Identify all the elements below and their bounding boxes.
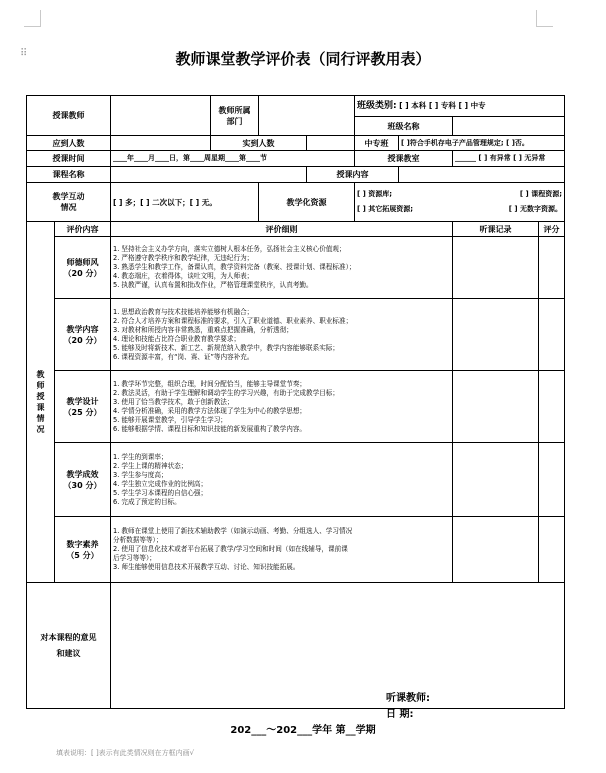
teacher-field[interactable] [111,96,211,136]
record-field-content[interactable] [453,299,539,371]
side-char: 况 [36,425,45,434]
crop-mark-top-right [536,10,553,27]
col-header-record: 听课记录 [453,222,539,237]
dept-label [211,96,259,136]
secondary-class-label: 中专班 [355,136,399,151]
date-label: 日 期: [386,709,414,720]
criteria-item: 6. 课程资源丰富，有“岗、赛、证”等内容补充。 [113,352,254,361]
criteria-item: 4. 学生独立完成作业的比例高； [113,479,208,488]
side-char: 师 [36,381,45,390]
interaction-label [27,183,111,222]
category-content [55,299,111,371]
actual-count-field[interactable] [307,136,355,151]
side-char: 情 [36,414,45,423]
criteria-item: 2. 学生上课的精神状态； [113,461,188,470]
resource-option-course[interactable]: [ ] 课程资源; [519,190,562,198]
criteria-item: 1. 坚持社会主义办学方向，落实立德树人根本任务，弘扬社会主义核心价值观； [113,245,346,253]
score-field-content[interactable] [539,299,565,371]
score-field-outcome[interactable] [539,443,565,517]
record-field-ethics[interactable] [453,237,539,299]
opinion-label-line2: 和建议 [56,648,81,658]
side-char: 授 [36,392,45,401]
criteria-item: 1. 教师在课堂上使用了新技术辅助教学（如演示动画、考勤、分组选人、学习情况 [113,527,353,535]
criteria-item: 5. 能够开展课堂教学，引导学生学习； [113,415,227,424]
class-type-options: [ ] 本科 [ ] 专科 [ ] 中专 [399,101,486,110]
actual-count-label: 实到人数 [211,136,307,151]
criteria-item: 分析数据等等）； [113,536,163,544]
criteria-item: 4. 学情分析准确，采用的教学方法体现了学生为中心的教学思想； [113,406,307,415]
opinion-label [27,583,111,709]
class-type-cell[interactable] [355,96,565,117]
dept-label-line2: 部门 [226,116,243,126]
dept-field[interactable] [259,96,355,136]
category-points: （5 分） [66,550,99,560]
category-name: 教学设计 [66,396,99,406]
digital-resource-label: 教学化资源 [259,183,355,222]
criteria-item: 1. 教学环节完整，组织合理，时间分配恰当，能够主导课堂节奏； [113,379,307,388]
phone-rule-checkbox[interactable]: [ ]符合手机存电子产品管理规定; [ ]否。 [399,136,565,151]
criteria-item: 2. 教法灵活，有助于学生理解和调动学生的学习兴趣，有助于完成教学目标； [113,388,339,397]
col-header-score: 评分 [539,222,565,237]
criteria-item: 3. 学生参与度高； [113,470,168,479]
time-field[interactable]: ____年____月____日，第____周星期____第____节 [111,151,355,167]
criteria-digital [111,517,453,583]
digital-resource-options[interactable] [355,183,565,222]
evaluation-form-table [26,95,565,709]
record-field-outcome[interactable] [453,443,539,517]
class-type-label: 班级类别: [357,101,397,111]
category-points: （20 分） [63,335,102,345]
criteria-item: 5. 执教严谨，认真布置和批改作业，严格管理课堂秩序，认真考勤。 [113,281,313,289]
lesson-content-field[interactable] [399,167,565,183]
criteria-item: 6. 完成了预定的目标。 [113,497,181,506]
col-header-detail: 评价细则 [111,222,453,237]
course-name-field[interactable] [111,167,307,183]
criteria-item: 6. 能够根据学情、课程目标和知识技能的新发展重构了教学内容。 [113,424,307,433]
category-outcome [55,443,111,517]
criteria-ethics [111,237,453,299]
side-char: 教 [36,370,45,379]
criteria-item: 1. 学生的到课率； [113,452,168,461]
expected-count-label: 应到人数 [27,136,111,151]
col-header-content: 评价内容 [55,222,111,237]
classroom-label: 授课教室 [355,151,453,167]
class-name-field[interactable] [453,117,565,136]
listener-teacher-label: 听课教师: [386,693,430,704]
teacher-label: 授课教师 [27,96,111,136]
category-points: （30 分） [63,480,102,490]
category-name: 数字素养 [66,539,99,549]
score-field-digital[interactable] [539,517,565,583]
dept-label-line1: 教师所属 [218,105,251,115]
criteria-item: 5. 学生学习本课程的自信心强； [113,488,208,497]
course-name-label: 课程名称 [27,167,111,183]
lesson-content-label: 授课内容 [307,167,399,183]
criteria-item: 5. 能够及时将新技术、新工艺、新规范纳入教学中，教学内容能够联系实际； [113,343,339,352]
score-field-ethics[interactable] [539,237,565,299]
criteria-item: 3. 师生能够使用信息技术开展教学互动、讨论、知识技能拓展。 [113,563,300,571]
score-field-design[interactable] [539,371,565,443]
time-label: 授课时间 [27,151,111,167]
category-design [55,371,111,443]
opinion-field[interactable] [111,583,565,709]
class-name-label: 班级名称 [355,117,453,136]
academic-term: 202___～202___学年 第__学期 [230,725,376,736]
criteria-outcome [111,443,453,517]
page-title: 教师课堂教学评价表（同行评教用表） [175,50,431,68]
criteria-design [111,371,453,443]
category-ethics [55,237,111,299]
category-name: 教学内容 [66,324,99,334]
criteria-item: 3. 使用了恰当教学技术，敢于创新教法； [113,397,234,406]
teaching-situation-side-label [27,222,55,583]
opinion-label-line1: 对本课程的意见 [40,632,97,642]
criteria-item: 2. 使用了信息化技术或者平台拓展了教学/学习空间和时间（如在线辅导，课前课 [113,545,348,553]
category-points: （20 分） [63,268,102,278]
criteria-item: 2. 符合人才培养方案和课程标准的要求，引入了职业道德、职业素养、职业标准； [113,316,353,325]
classroom-field[interactable]: ______ [ ] 有异常 [ ] 无异常 [453,151,565,167]
interaction-label-line2: 情况 [60,203,77,212]
criteria-item: 2. 严格遵守教学秩序和教学纪律，无违纪行为； [113,254,254,262]
resource-option-other[interactable]: [ ] 其它拓展资源; [357,205,414,213]
expected-count-field[interactable] [111,136,211,151]
criteria-item: 4. 理论和技能占比符合职业教育教学要求； [113,334,241,343]
side-char: 课 [36,403,45,412]
category-points: （25 分） [63,407,102,417]
resource-option-none[interactable]: [ ] 无数字资源。 [508,205,562,213]
interaction-label-line1: 教学互动 [52,192,85,201]
criteria-item: 3. 对教材和所授内容非常熟悉，重难点把握准确，分析透彻； [113,325,293,334]
crop-mark-top-left [24,10,41,27]
category-name: 教学成效 [66,469,99,479]
criteria-item: 3. 熟悉学生和教学工作，备课认真，教学资料完备（教案、授课计划、课程标准）； [113,263,356,271]
fill-instructions: 填表说明：[ ]表示有此类情况则在方框内画√ [56,749,195,757]
category-name: 师德师风 [66,257,99,267]
record-field-design[interactable] [453,371,539,443]
criteria-item: 4. 教态端庄，衣着得体，谈吐文明，为人师表； [113,272,254,280]
criteria-item: 后学习等等）； [113,554,156,562]
resource-option-library[interactable]: [ ] 资源库; [357,190,393,198]
interaction-options[interactable]: [ ] 多；[ ] 二次以下；[ ] 无。 [111,183,259,222]
drag-handle-icon[interactable]: ⠿ [20,48,29,59]
record-field-digital[interactable] [453,517,539,583]
criteria-content [111,299,453,371]
category-digital [55,517,111,583]
criteria-item: 1. 思想政治教育与技术技能培养能够有机融合； [113,307,254,316]
